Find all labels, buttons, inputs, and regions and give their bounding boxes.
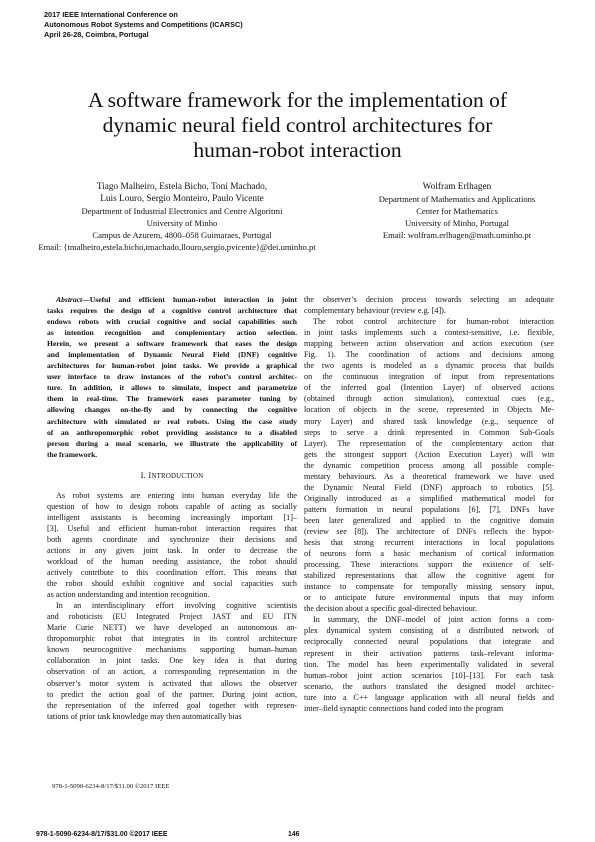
text-line: reciprocally connected neural populations that integrate and xyxy=(304,637,554,647)
text-line: Originally introduced as a simplified mathematical model for xyxy=(304,493,554,503)
abstract-line: of an anthropomorphic robot providing assistance to a disabled xyxy=(47,427,297,437)
author-department: Department of Industrial Electronics and Centre Algoritmi xyxy=(81,206,283,216)
text-line: question of how to design robots capable of acting as socially xyxy=(47,501,297,511)
text-line: stabilized representations that allow the cognitive agent for xyxy=(304,571,554,581)
text-line: ture into a C++ language application with all neural fields and xyxy=(304,692,554,702)
author-university: University of Minho xyxy=(146,218,218,228)
conference-header xyxy=(44,10,344,40)
text-line: pattern formation in neural populations [6], [7], DNFs have xyxy=(304,504,554,514)
section-number: I. xyxy=(140,469,147,480)
abstract-line: architecture with simulated or real robots. Using the case study xyxy=(47,416,297,426)
text-line: both agents coordinate and synchronize their decisions and xyxy=(47,534,297,544)
abstract-line: architectures for human-robot joint tasks. We provide a graphical xyxy=(47,361,297,371)
text-line: workload of the human needing assistance, the robot should xyxy=(47,556,297,566)
section-title-rest: NTRODUCTION xyxy=(151,472,204,480)
abstract-line: person during a meal scenario, we illustrate the applicability of xyxy=(47,438,297,448)
text-line: processing. These interactions support the existence of self- xyxy=(304,560,554,570)
conference-date-location: April 26-28, Coimbra, Portugal xyxy=(44,30,149,39)
text-line: hesis that strong recurrent interactions in local populations xyxy=(304,538,554,548)
abstract-line: and implementation of Dynamic Neural Field (DNF) cognitive xyxy=(47,350,297,360)
text-line: to predict the action goal of the partner. During joint action, xyxy=(47,689,297,699)
abstract xyxy=(47,294,297,460)
paragraph xyxy=(304,614,554,713)
page-number: 146 xyxy=(288,831,300,838)
abstract-line: allowing changes on-the-fly and by connecting the cognitive xyxy=(47,405,297,415)
text-line: In an interdisciplinary effort involving cognitive scientists xyxy=(56,601,297,611)
text-line: the observer’s decision process towards selecting an adequate xyxy=(304,295,554,304)
footer-isbn: 978-1-5090-6234-8/17/$31.00 ©2017 IEEE xyxy=(36,831,168,838)
text-line: gets the strongest support (Action Execution Layer) will win xyxy=(304,449,554,459)
text-line: scenario, the authors translated the designed model architec- xyxy=(304,681,554,691)
text-line: in joint tasks implements such a context-sensitive, i.e. flexible, xyxy=(304,328,554,338)
author-name: Wolfram Erlhagen xyxy=(422,182,492,192)
author-email: Email: {tmalheiro,estela.bicho,tmachado,llouro,sergio,pvicente}@dei.uminho.pt xyxy=(38,242,316,252)
author-university: University of Minho, Portugal xyxy=(404,218,510,228)
text-line: the two agents is modeled as a dynamic process that builds xyxy=(304,361,554,371)
paragraph xyxy=(47,490,297,600)
text-line: of neurons form a basic mechanism of cortical information xyxy=(304,549,554,559)
author-names: Tiago Malheiro, Estela Bicho, Toni Machado, xyxy=(96,182,268,192)
text-line: mentary behaviours. As a theoretical framework we have used xyxy=(304,471,554,481)
text-line: observer’s motor system is activated that allows the observer xyxy=(47,678,297,688)
text-line: inter–field synaptic connections hand coded into the program xyxy=(304,703,504,713)
paper-title xyxy=(40,88,555,163)
left-column xyxy=(47,294,297,722)
abstract-line: endows robots with crucial cognitive and social capabilities such xyxy=(47,317,297,327)
paragraph xyxy=(47,600,297,722)
text-line: the decision about a specific goal-directed behaviour. xyxy=(304,604,478,614)
paragraph xyxy=(304,294,554,316)
abstract-line: user interface to draw instances of the robot’s control architec- xyxy=(47,372,297,382)
text-line: mory Layer) and shared task knowledge (e.g., sequence of xyxy=(304,416,554,426)
abstract-label: Abstract xyxy=(56,295,83,304)
conference-name-line: Autonomous Robot Systems and Competitions (ICARSC) xyxy=(44,20,243,29)
text-line: actions in any given joint task. In order to decrease the xyxy=(47,545,297,555)
text-line: on the continuous integration of input from representations xyxy=(304,372,554,382)
text-line: and roboticists (EU Integrated Project JAST and EU ITN xyxy=(47,612,297,622)
text-line: known neurocognitive mechanisms supporting human–human xyxy=(47,645,297,655)
text-line: tion. The model has been experimentally validated in several xyxy=(304,659,554,669)
text-line: the representation of the inferred goal together with represen- xyxy=(47,700,297,710)
text-line: In summary, the DNF–model of joint action forms a com- xyxy=(313,615,554,625)
abstract-line: the framework. xyxy=(47,449,98,459)
title-line: A software framework for the implementation of xyxy=(87,88,508,112)
text-line: the Dynamic Neural Field (DNF) approach to robotics [5]. xyxy=(304,482,554,492)
author-block-left xyxy=(38,181,317,253)
text-line: thropomorphic robot that integrates in its control architecture xyxy=(47,634,297,644)
text-line: as action understanding and intention recognition. xyxy=(47,590,210,600)
text-line: Marie Curie NETT) we have developed an autonomous an- xyxy=(47,623,297,633)
copyright-notice: 978-1-5090-6234-8/17/$31.00 ©2017 IEEE xyxy=(52,783,170,790)
abstract-line: them in real-time. The framework eases parameter tuning by xyxy=(47,394,297,404)
text-line: mapping between action observation and action execution (see xyxy=(304,339,554,349)
text-line: of the inferred goal (Intention Layer) of observed actions xyxy=(304,383,554,393)
author-email: Email: wolfram.erlhagen@math.uminho.pt xyxy=(382,230,532,240)
text-line: Fig. 1). The coordination of actions and decisions among xyxy=(304,350,554,360)
text-line: or to anticipate future environmental inputs that may inform xyxy=(304,593,554,603)
text-line: instance to compensate for temporally missing sensory input, xyxy=(304,582,554,592)
text-line: (obtained through action simulation), contextual cues (e.g., xyxy=(304,394,554,404)
abstract-line xyxy=(47,294,297,305)
text-line: collaboration in joint tasks. One key idea is that during xyxy=(47,656,297,666)
text-line: location of objects in the scene, represented in Objects Me- xyxy=(304,405,554,415)
text-line: (review see [8]). The architecture of DNFs reflects the hypot- xyxy=(304,526,554,536)
text-line: the robot should exhibit cognitive and social capacities such xyxy=(47,579,297,589)
author-names: Luis Louro, Sergio Monteiro, Paulo Vicente xyxy=(100,194,264,204)
conference-name-line: 2017 IEEE International Conference on xyxy=(44,10,178,19)
abstract-line: as intention recognition and complementary action selection. xyxy=(47,328,297,338)
text-line: human–robot joint action scenarios [10]–[13]. For each task xyxy=(304,670,554,680)
title-line: dynamic neural field control architectures for xyxy=(102,113,493,137)
author-block-right xyxy=(357,181,557,241)
paragraph xyxy=(304,316,554,614)
text-line: As robot systems are entering into human everyday life the xyxy=(56,490,297,500)
text-line: tations of prior task knowledge may then automatically bias xyxy=(47,711,242,721)
text-line: The robot control architecture for human-robot interaction xyxy=(313,317,554,327)
title-line: human-robot interaction xyxy=(193,138,402,162)
right-column xyxy=(304,294,554,714)
abstract-line: Herein, we present a software framework that eases the design xyxy=(47,339,297,349)
author-department: Department of Mathematics and Applications xyxy=(378,194,536,204)
text-line: observation of an action, a corresponding representation in the xyxy=(47,667,297,677)
author-center: Center for Mathematics xyxy=(416,206,498,216)
text-line: the dynamic competition process among all possible comple- xyxy=(304,460,554,470)
text-line: steps to serve a drink represented in Common Sub-Goals xyxy=(304,427,554,437)
text-line: been later generalized and applied to the cognitive domain xyxy=(304,515,554,525)
abstract-line: ture. In addition, it allows to simulate, inspect and parametrize xyxy=(47,383,297,393)
text-line: complementary behaviour (review e.g. [4]). xyxy=(304,306,446,316)
text-line: plex dynamical system consisting of a distributed network of xyxy=(304,626,554,636)
text-line: actively contribute to this coordination effort. This means that xyxy=(47,568,297,578)
abstract-line: tasks requires the design of a cognitive control architecture that xyxy=(47,306,297,316)
section-heading-introduction xyxy=(47,469,297,483)
text-line: [3]. Useful and efficient human-robot interaction requires that xyxy=(47,523,297,533)
author-address: Campus de Azurem, 4800–058 Guimaraes, Portugal xyxy=(92,230,272,240)
text-line: Layer). The representation of the complementary action that xyxy=(304,438,554,448)
text-line: represent in their activation patterns task–relevant informa- xyxy=(304,648,554,658)
abstract-text: —Useful and efficient human-robot interaction in joint xyxy=(82,295,297,304)
section-title-initial: I xyxy=(148,469,152,480)
text-line: intelligent assistants is becoming increasingly important [1]– xyxy=(47,512,297,522)
